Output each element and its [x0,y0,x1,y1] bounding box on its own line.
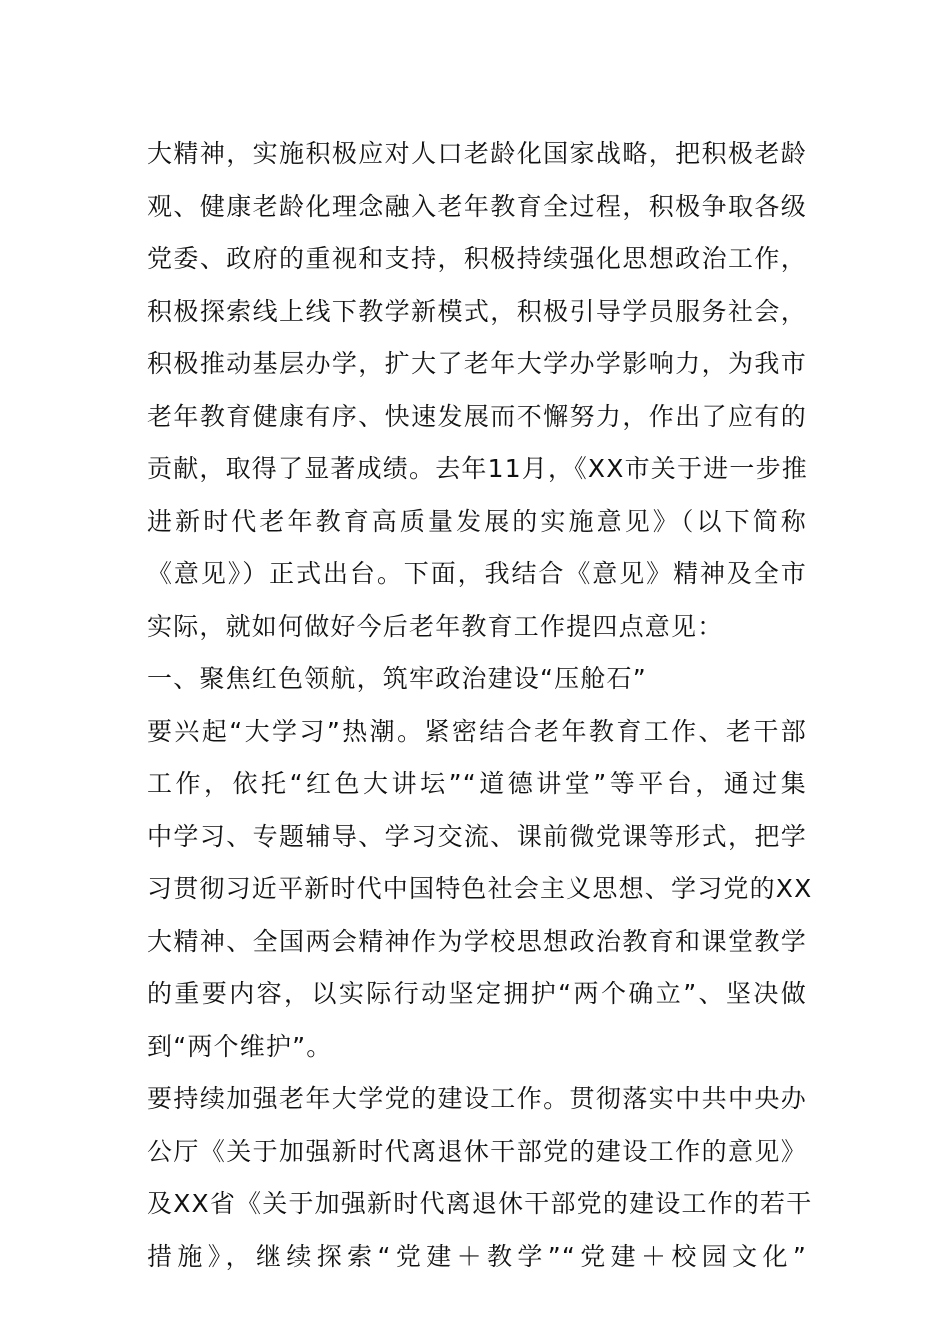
text-line-20: 公厅《关于加强新时代离退休干部党的建设工作的意见》 [147,1136,807,1166]
text-line-19: 要持续加强老年大学党的建设工作。贯彻落实中共中央办 [147,1084,807,1113]
text-line-5: 积极推动基层办学，扩大了老年大学办学影响力，为我市 [147,349,807,378]
text-line-1: 大精神，实施积极应对人口老龄化国家战略，把积极老龄 [147,139,807,168]
section-heading-1: 一、聚焦红色领航，筑牢政治建设“压舱石” [147,664,647,693]
text-line-18: 到“两个维护”。 [147,1031,333,1061]
text-line-4: 积极探索线上线下教学新模式，积极引导学员服务社会， [147,296,807,326]
text-line-22: 措施》，继续探索“党建＋教学”“党建＋校园文化” [147,1241,807,1271]
text-line-14: 中学习、专题辅导、学习交流、课前微党课等形式，把学 [147,821,807,851]
text-line-16: 大精神、全国两会精神作为学校思想政治教育和课堂教学 [147,926,807,956]
document-body [147,128,813,1283]
text-line-7: 贡献，取得了显著成绩。去年11月，《XX市关于进一步推 [147,454,808,483]
text-line-12: 要兴起“大学习”热潮。紧密结合老年教育工作、老干部 [147,716,807,746]
text-line-9: 《意见》）正式出台。下面，我结合《意见》精神及全市 [147,559,807,588]
text-line-17: 的重要内容，以实际行动坚定拥护“两个确立”、坚决做 [147,979,807,1008]
text-line-13: 工作，依托“红色大讲坛”“道德讲堂”等平台，通过集 [147,769,807,798]
text-line-6: 老年教育健康有序、快速发展而不懈努力，作出了应有的 [147,401,807,431]
text-line-3: 党委、政府的重视和支持，积极持续强化思想政治工作， [147,244,807,273]
text-line-2: 观、健康老龄化理念融入老年教育全过程，积极争取各级 [147,191,807,221]
text-line-8: 进新时代老年教育高质量发展的实施意见》（以下简称 [147,506,807,536]
text-line-21: 及XX省《关于加强新时代离退休干部党的建设工作的若干 [147,1189,813,1218]
text-line-15: 习贯彻习近平新时代中国特色社会主义思想、学习党的XX [147,874,813,903]
text-line-10: 实际，就如何做好今后老年教育工作提四点意见： [147,611,724,641]
